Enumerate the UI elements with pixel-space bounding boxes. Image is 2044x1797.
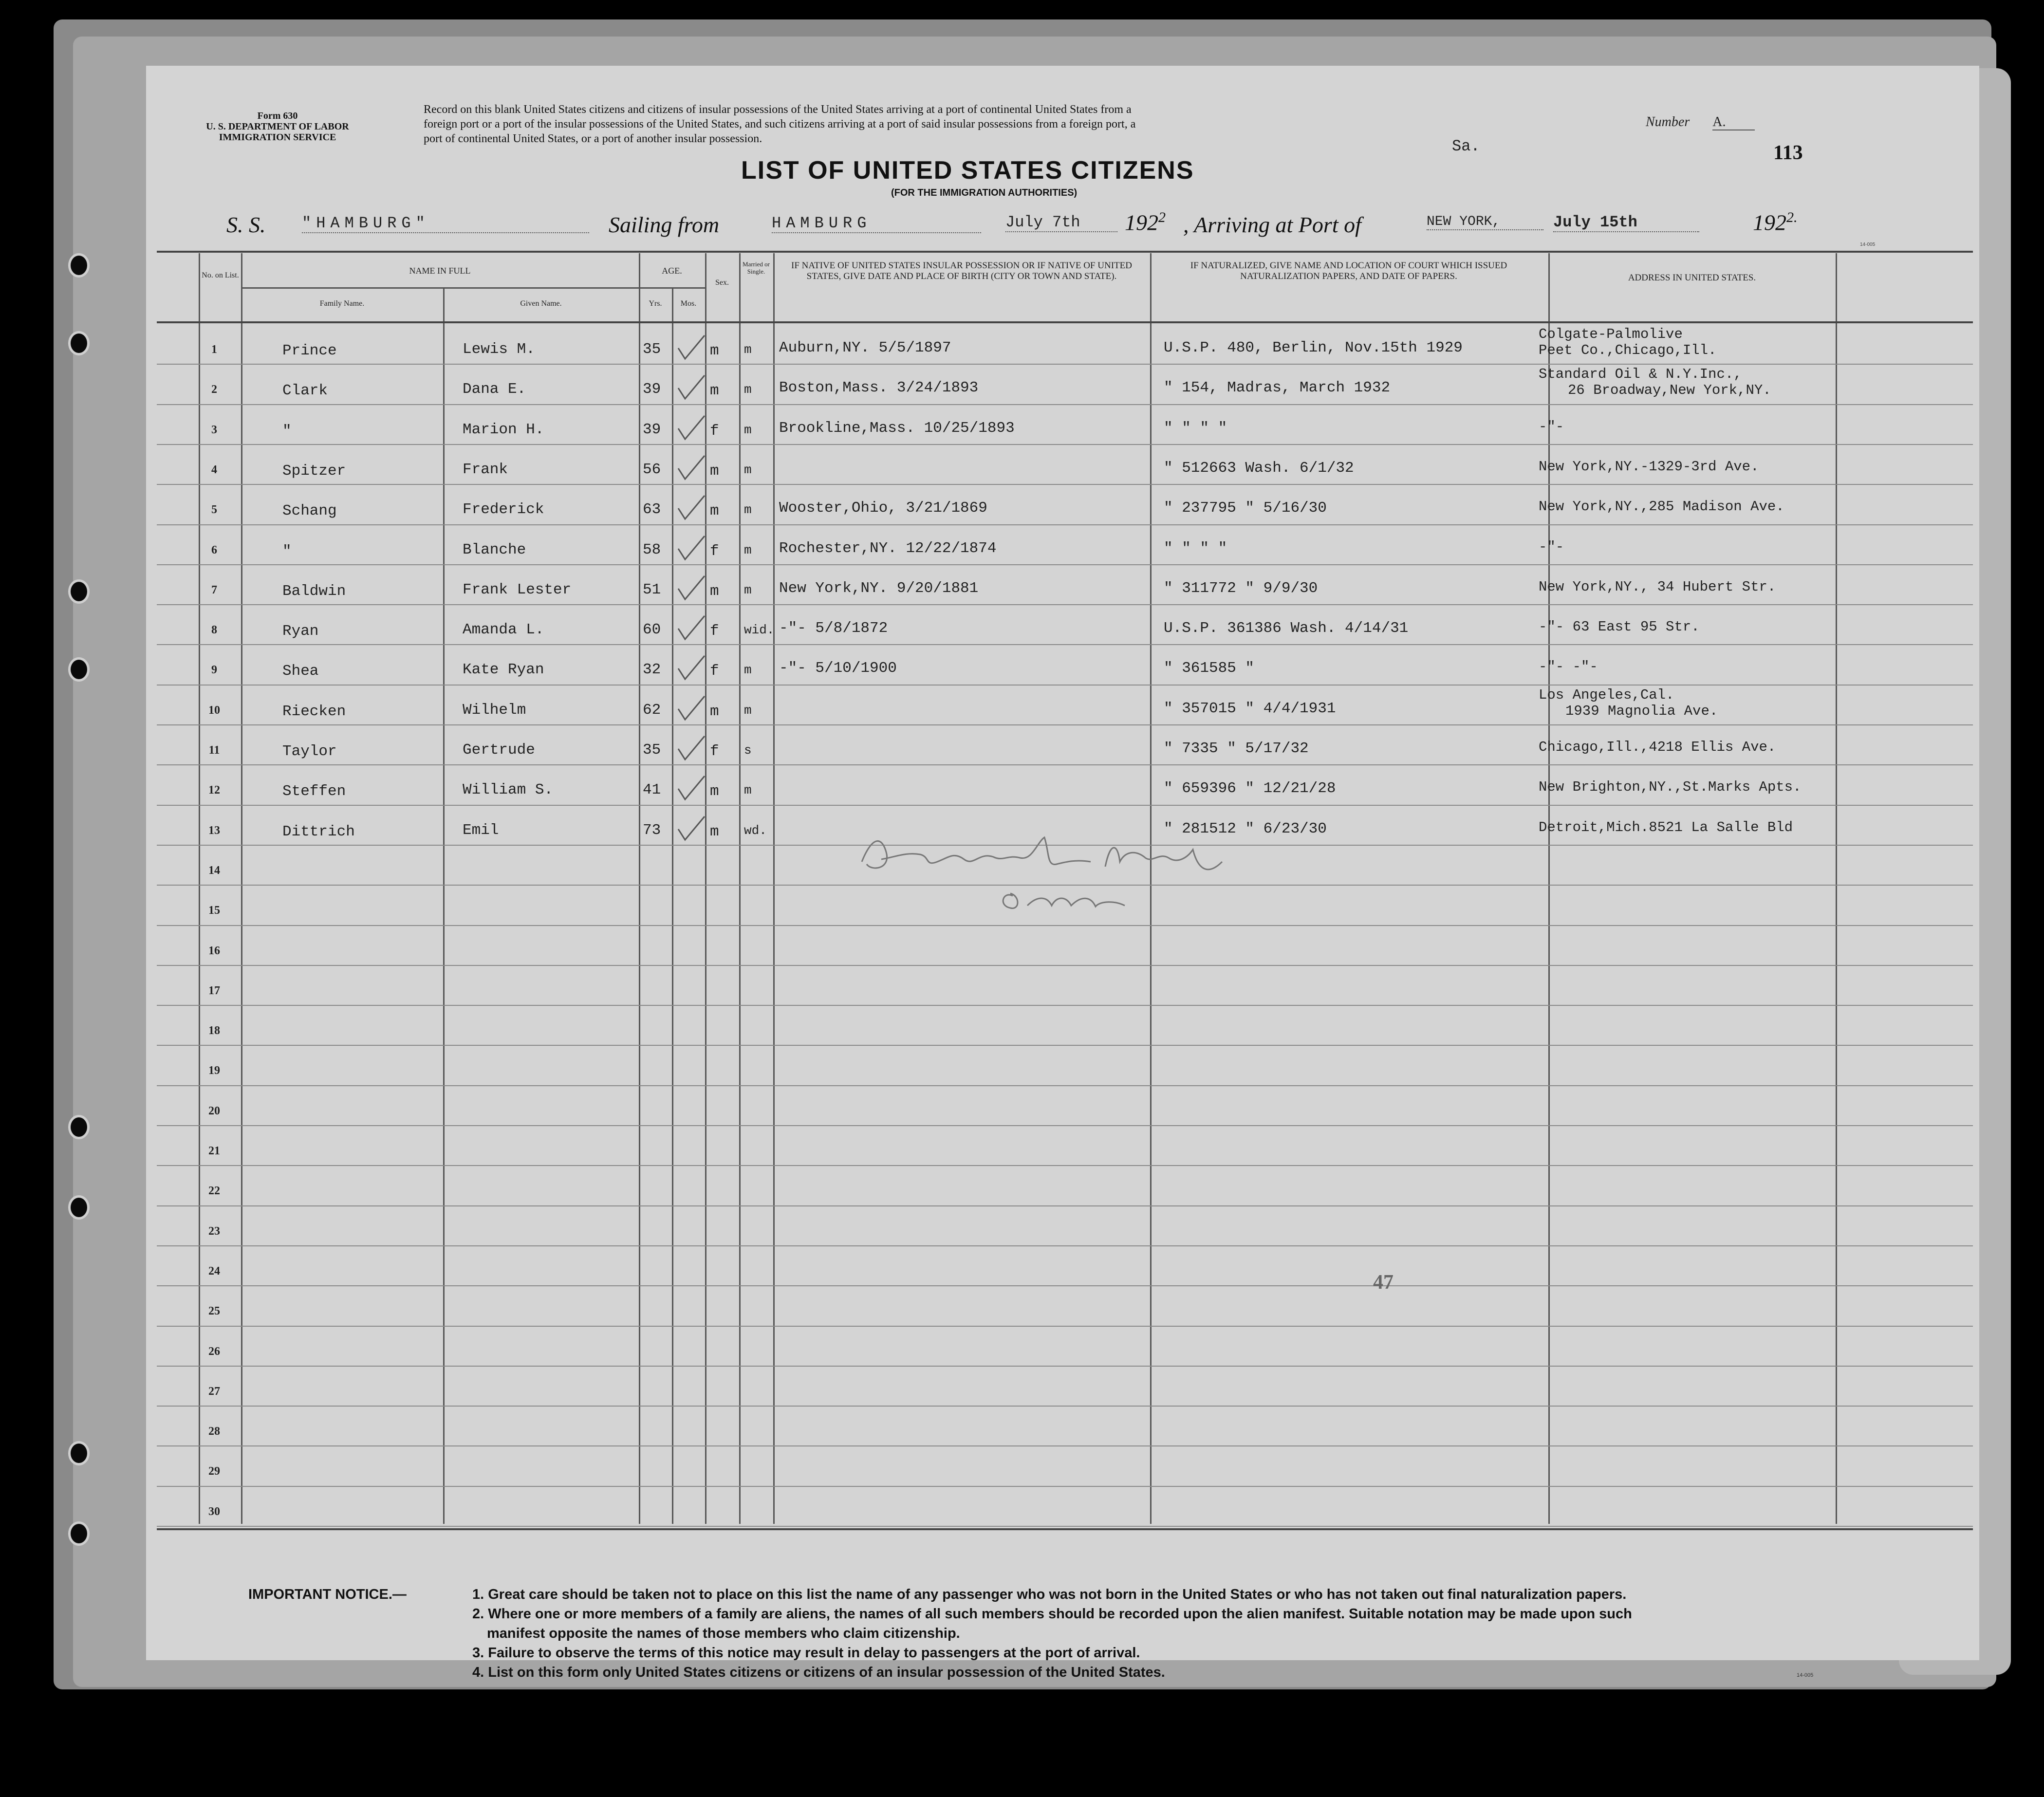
row-given: Frank Lester	[463, 581, 572, 598]
row-marital: m	[744, 502, 752, 518]
notice-item-1: 1. Great care should be taken not to place on this list the name of any passenger who was not born in the United States or who has not taken out final naturalization papers.	[472, 1587, 1627, 1602]
row-sex: m	[710, 382, 719, 400]
row-yrs: 51	[643, 581, 661, 598]
row-rule	[157, 1085, 1973, 1086]
binder-hole	[68, 1521, 90, 1546]
row-rule	[157, 724, 1973, 725]
notice-item-4: 4. List on this form only United States citizens or citizens of an insular possession of the United States.	[472, 1665, 1165, 1680]
row-yrs: 39	[643, 421, 661, 438]
department: U. S. DEPARTMENT OF LABOR	[206, 121, 349, 132]
check-mark-icon	[674, 454, 708, 483]
row-no: 11	[208, 744, 220, 757]
row-no: 1	[211, 343, 217, 356]
row-yrs: 32	[643, 661, 661, 679]
row-rule	[157, 604, 1973, 605]
row-given: Kate Ryan	[463, 661, 544, 679]
year-2-suffix: 2.	[1786, 209, 1798, 225]
row-family: Schang	[282, 502, 337, 520]
row-rule	[157, 1445, 1973, 1446]
row-no: 19	[208, 1064, 220, 1077]
row-sex: m	[710, 462, 719, 480]
row-no: 29	[208, 1465, 220, 1478]
row-no: 13	[208, 824, 220, 837]
row-no: 7	[211, 583, 217, 596]
row-family: Prince	[282, 342, 337, 359]
row-given: Marion H.	[463, 421, 544, 438]
row-family: Ryan	[282, 623, 319, 640]
col-yrs: Yrs.	[649, 299, 662, 308]
year-1	[1125, 209, 1166, 235]
row-yrs: 39	[643, 381, 661, 398]
row-natz: " 311772 " 9/9/30	[1164, 579, 1318, 597]
row-natz: " " " "	[1164, 419, 1227, 437]
row-sex: f	[710, 542, 719, 560]
row-rule	[157, 965, 1973, 966]
row-marital: wd.	[744, 823, 767, 838]
row-addr2: Peet Co.,Chicago,Ill.	[1539, 342, 1717, 358]
row-natz: " 357015 " 4/4/1931	[1164, 700, 1336, 717]
row-yrs: 62	[643, 701, 661, 719]
row-sex: f	[710, 663, 719, 680]
row-rule	[157, 484, 1973, 485]
row-marital: m	[744, 663, 752, 678]
row-marital: m	[744, 582, 752, 597]
number-value: A.	[1712, 114, 1755, 130]
ss-label: S. S.	[226, 212, 266, 237]
row-no: 3	[211, 423, 217, 436]
row-rule	[157, 404, 1973, 405]
row-sex: f	[710, 743, 719, 760]
row-natz: " 281512 " 6/23/30	[1164, 820, 1327, 837]
row-rule	[157, 1526, 1973, 1527]
row-birth: Rochester,NY. 12/22/1874	[779, 539, 997, 557]
row-rule	[157, 1285, 1973, 1286]
check-mark-icon	[674, 494, 708, 523]
binder-hole	[68, 1441, 90, 1465]
manifest-page	[146, 66, 1979, 1680]
binder-hole	[68, 1115, 90, 1139]
row-natz: " 512663 Wash. 6/1/32	[1164, 459, 1354, 477]
col-age: AGE.	[662, 266, 682, 276]
check-mark-icon	[674, 333, 708, 363]
sa-mark: Sa.	[1452, 137, 1480, 155]
notice-item-2-cont: manifest opposite the names of those members who claim citizenship.	[487, 1626, 960, 1641]
row-no: 4	[211, 463, 217, 476]
row-yrs: 35	[643, 741, 661, 759]
number-label: Number	[1646, 114, 1690, 130]
row-rule	[157, 1045, 1973, 1046]
intro-line-1: Record on this blank United States citizens and citizens of insular possessions of the United States arriving at a port of continental United States from a	[424, 103, 1132, 116]
row-given: Gertrude	[463, 741, 535, 759]
col-family-name: Family Name.	[319, 299, 365, 308]
check-mark-icon	[674, 614, 708, 643]
row-marital: m	[744, 542, 752, 557]
row-no: 21	[208, 1145, 220, 1157]
row-rule	[157, 1005, 1973, 1006]
row-no: 23	[208, 1224, 220, 1238]
row-given: William S.	[463, 781, 554, 799]
check-mark-icon	[674, 534, 708, 563]
row-sex: m	[710, 342, 719, 359]
row-family: "	[282, 422, 292, 440]
row-yrs: 35	[643, 341, 661, 358]
form-number: Form 630	[257, 111, 298, 121]
row-natz: U.S.P. 480, Berlin, Nov.15th 1929	[1164, 339, 1463, 356]
row-birth: -"- 5/8/1872	[779, 620, 888, 637]
row-rule	[157, 364, 1973, 365]
form-id-block	[180, 111, 375, 143]
small-print-code: 14-005	[1860, 242, 1876, 247]
row-rule	[157, 1326, 1973, 1327]
row-given: Wilhelm	[463, 701, 526, 719]
notice-heading: IMPORTANT NOTICE.—	[248, 1587, 407, 1602]
row-birth: Wooster,Ohio, 3/21/1869	[779, 500, 987, 517]
row-addr1: Colgate-Palmolive	[1539, 326, 1683, 342]
row-given: Lewis M.	[463, 341, 535, 358]
row-addr1: New York,NY.,285 Madison Ave.	[1539, 499, 1784, 515]
row-no: 22	[208, 1185, 220, 1198]
row-addr1: -"-	[1539, 418, 1564, 435]
intro-line-3: port of continental United States, or a port of another insular possession.	[424, 132, 762, 145]
row-rule	[157, 1406, 1973, 1407]
row-addr1: Standard Oil & N.Y.Inc.,	[1539, 366, 1742, 383]
row-family: Clark	[282, 382, 328, 400]
stamp-number: 47	[1373, 1271, 1394, 1294]
row-sex: m	[710, 823, 719, 840]
row-given: Dana E.	[463, 381, 526, 398]
row-marital: s	[744, 743, 752, 758]
row-rule	[157, 524, 1973, 525]
row-no: 6	[211, 543, 217, 556]
arrival-date: July 15th	[1553, 213, 1699, 232]
check-mark-icon	[674, 574, 708, 603]
row-rule	[157, 564, 1973, 565]
notice-item-3: 3. Failure to observe the terms of this notice may result in delay to passengers at the port of arrival.	[472, 1645, 1140, 1661]
row-given: Emil	[463, 821, 499, 839]
row-natz: " 361585 "	[1164, 660, 1255, 677]
row-no: 17	[208, 984, 220, 997]
row-no: 14	[208, 864, 220, 877]
row-given: Amanda L.	[463, 621, 544, 639]
col-name-in-full: NAME IN FULL	[409, 266, 471, 276]
col-mos: Mos.	[680, 299, 697, 308]
row-no: 16	[208, 944, 220, 957]
row-rule	[157, 1486, 1973, 1487]
row-yrs: 41	[643, 781, 661, 799]
port-to: NEW YORK,	[1427, 214, 1543, 230]
check-mark-icon	[674, 734, 708, 763]
check-mark-icon	[674, 414, 708, 443]
row-rule	[157, 1125, 1973, 1126]
check-mark-icon	[674, 774, 708, 803]
number-field	[1646, 114, 1755, 130]
check-mark-icon	[674, 694, 708, 723]
row-family: Spitzer	[282, 462, 346, 480]
footer-code: 14-005	[1797, 1672, 1814, 1678]
row-given: Blanche	[463, 541, 526, 558]
row-no: 24	[208, 1264, 220, 1278]
row-addr1: New York,NY., 34 Hubert Str.	[1539, 578, 1776, 595]
row-natz: " 659396 " 12/21/28	[1164, 780, 1336, 797]
year-2-prefix: 192	[1753, 210, 1786, 235]
intro-text	[424, 102, 1738, 146]
row-family: Baldwin	[282, 582, 346, 600]
row-addr2: 1939 Magnolia Ave.	[1565, 703, 1718, 719]
row-given: Frank	[463, 461, 508, 478]
row-yrs: 56	[643, 461, 661, 478]
row-no: 2	[211, 383, 217, 396]
row-natz: " 154, Madras, March 1932	[1164, 379, 1391, 397]
row-rule	[157, 1165, 1973, 1166]
row-rule	[157, 1205, 1973, 1206]
check-mark-icon	[674, 815, 708, 844]
row-sex: f	[710, 422, 719, 440]
row-family: Shea	[282, 663, 319, 680]
row-yrs: 60	[643, 621, 661, 639]
row-addr1: -"- -"-	[1539, 659, 1598, 675]
row-no: 26	[208, 1345, 220, 1358]
row-addr1: New Brighton,NY.,St.Marks Apts.	[1539, 779, 1802, 796]
row-sex: m	[710, 703, 719, 720]
row-rule	[157, 444, 1973, 445]
row-birth: Brookline,Mass. 10/25/1893	[779, 419, 1015, 437]
row-marital: m	[744, 382, 752, 397]
row-rule	[157, 764, 1973, 765]
row-sex: m	[710, 783, 719, 800]
row-addr1: Los Angeles,Cal.	[1539, 686, 1674, 703]
row-no: 15	[208, 904, 220, 917]
year-1-suffix: 2	[1158, 209, 1166, 225]
col-sex: Sex.	[715, 278, 729, 287]
row-family: Taylor	[282, 743, 337, 760]
binder-hole	[68, 331, 90, 355]
row-birth: -"- 5/10/1900	[779, 660, 897, 677]
ship-name: "HAMBURG"	[302, 214, 589, 233]
page-title: LIST OF UNITED STATES CITIZENS	[741, 156, 1194, 185]
page-number: 113	[1773, 142, 1803, 164]
intro-line-2: foreign port or a port of the insular possessions of the United States, and such citizens arriving at a port of said insular possessions from a foreign port, a	[424, 118, 1136, 130]
pencil-inspector-signature	[852, 823, 1339, 949]
binder-hole	[68, 657, 90, 682]
col-given-name: Given Name.	[520, 299, 562, 308]
row-no: 28	[208, 1425, 220, 1438]
row-addr1: New York,NY.-1329-3rd Ave.	[1539, 458, 1759, 475]
arriving-label: , Arriving at Port of	[1183, 212, 1361, 237]
col-no-on-list: No. on List.	[202, 271, 239, 279]
binder-hole	[68, 579, 90, 604]
row-addr1: -"-	[1539, 538, 1564, 555]
row-marital: wid.	[744, 623, 775, 638]
row-sex: f	[710, 623, 719, 640]
row-yrs: 58	[643, 541, 661, 558]
row-no: 9	[211, 664, 217, 677]
row-no: 8	[211, 624, 217, 637]
row-marital: m	[744, 703, 752, 718]
port-from: HAMBURG	[772, 214, 981, 233]
row-marital: m	[744, 462, 752, 477]
row-family: Dittrich	[282, 823, 355, 840]
check-mark-icon	[674, 654, 708, 683]
year-2	[1753, 209, 1798, 235]
row-addr2: 26 Broadway,New York,NY.	[1568, 382, 1771, 399]
row-marital: m	[744, 422, 752, 437]
row-no: 12	[208, 784, 220, 797]
row-marital: m	[744, 342, 752, 357]
row-addr1: Chicago,Ill.,4218 Ellis Ave.	[1539, 739, 1776, 755]
row-no: 20	[208, 1104, 220, 1117]
row-yrs: 63	[643, 501, 661, 519]
check-mark-icon	[674, 373, 708, 403]
col-address: ADDRESS IN UNITED STATES.	[1628, 273, 1756, 283]
row-no: 18	[208, 1024, 220, 1037]
row-sex: m	[710, 582, 719, 600]
row-rule	[157, 805, 1973, 806]
row-addr1: -"- 63 East 95 Str.	[1539, 619, 1700, 635]
notice-item-2: 2. Where one or more members of a family are aliens, the names of all such members should be recorded upon the alien manifest. Suitable notation may be made upon such	[472, 1606, 1632, 1622]
row-no: 5	[211, 503, 217, 517]
row-rule	[157, 1245, 1973, 1246]
row-birth: New York,NY. 9/20/1881	[779, 579, 979, 597]
row-yrs: 73	[643, 821, 661, 839]
col-naturalized: IF NATURALIZED, GIVE NAME AND LOCATION OF COURT WHICH ISSUED NATURALIZATION PAPERS, AND DATE OF PAPERS.	[1190, 260, 1507, 281]
row-family: Steffen	[282, 783, 346, 800]
row-birth: Boston,Mass. 3/24/1893	[779, 379, 979, 397]
row-no: 25	[208, 1305, 220, 1318]
row-no: 30	[208, 1505, 220, 1518]
binder-hole	[68, 253, 90, 278]
col-married-or-single: Married or Single.	[743, 260, 770, 275]
sailing-label: Sailing from	[609, 212, 720, 237]
col-birth: IF NATIVE OF UNITED STATES INSULAR POSSESSION OR IF NATIVE OF UNITED STATES, GIVE DATE AND PLACE OF BIRTH (CITY OR TOWN AND STATE).	[791, 260, 1132, 281]
row-natz: U.S.P. 361386 Wash. 4/14/31	[1164, 620, 1409, 637]
row-no: 10	[208, 704, 220, 717]
page-subtitle: (FOR THE IMMIGRATION AUTHORITIES)	[891, 187, 1078, 198]
row-family: "	[282, 542, 292, 560]
row-birth: Auburn,NY. 5/5/1897	[779, 339, 951, 356]
row-natz: " " " "	[1164, 539, 1227, 557]
sail-date: July 7th	[1005, 213, 1117, 232]
row-natz: " 237795 " 5/16/30	[1164, 500, 1327, 517]
row-rule	[157, 644, 1973, 645]
row-addr1: Detroit,Mich.8521 La Salle Bld	[1539, 819, 1793, 835]
row-sex: m	[710, 502, 719, 520]
row-no: 27	[208, 1385, 220, 1398]
row-family: Riecken	[282, 703, 346, 720]
service: IMMIGRATION SERVICE	[219, 132, 336, 143]
row-given: Frederick	[463, 501, 544, 519]
row-natz: " 7335 " 5/17/32	[1164, 740, 1309, 757]
year-1-prefix: 192	[1125, 210, 1158, 235]
binder-hole	[68, 1195, 90, 1220]
row-rule	[157, 1366, 1973, 1367]
row-marital: m	[744, 783, 752, 798]
important-notice	[248, 1585, 1972, 1682]
